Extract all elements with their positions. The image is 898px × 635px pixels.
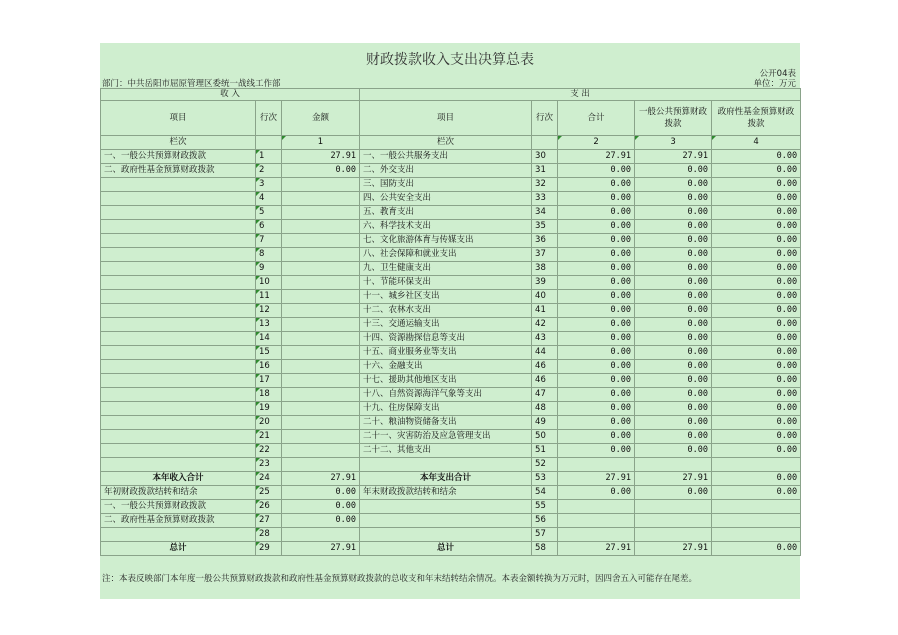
expense-total-cell: 0.00 — [558, 276, 635, 290]
expense-fund-cell: 0.00 — [712, 164, 801, 178]
income-amount-cell — [282, 192, 360, 206]
expense-row-number-cell: 46 — [532, 360, 558, 374]
income-row-number-cell: 12 — [256, 304, 282, 318]
table-row — [101, 150, 801, 164]
expense-public-cell: 0.00 — [635, 206, 712, 220]
expense-total-cell: 0.00 — [558, 164, 635, 178]
income-row-number-cell: 20 — [256, 416, 282, 430]
income-amount-cell — [282, 276, 360, 290]
income-row-number-cell: 9 — [256, 262, 282, 276]
expense-item-cell: 四、公共安全支出 — [360, 192, 532, 206]
expense-row-number-cell: 39 — [532, 276, 558, 290]
expense-public-cell: 0.00 — [635, 444, 712, 458]
expense-total-cell: 0.00 — [558, 234, 635, 248]
table-row — [101, 276, 801, 290]
table-row — [101, 332, 801, 346]
expense-fund-cell: 0.00 — [712, 444, 801, 458]
expense-fund-cell: 0.00 — [712, 416, 801, 430]
expense-item-cell: 七、文化旅游体育与传媒支出 — [360, 234, 532, 248]
expense-item-cell: 十二、农林水支出 — [360, 304, 532, 318]
expense-fund-cell: 0.00 — [712, 248, 801, 262]
income-amount-cell: 27.91 — [282, 472, 360, 486]
income-item-cell — [101, 220, 256, 234]
expense-row-number-cell: 58 — [532, 542, 558, 556]
income-item-cell — [101, 346, 256, 360]
expense-item-cell — [360, 500, 532, 514]
expense-row-number-cell: 33 — [532, 192, 558, 206]
income-amount-cell — [282, 444, 360, 458]
header-income-item: 项目 — [101, 101, 256, 136]
expense-public-cell: 0.00 — [635, 332, 712, 346]
expense-public-cell: 0.00 — [635, 430, 712, 444]
expense-row-number-cell: 31 — [532, 164, 558, 178]
expense-item-cell: 九、卫生健康支出 — [360, 262, 532, 276]
expense-fund-cell: 0.00 — [712, 262, 801, 276]
expense-public-cell: 0.00 — [635, 290, 712, 304]
table-row — [101, 514, 801, 528]
index-label-expense: 栏次 — [360, 136, 532, 150]
table-row — [101, 164, 801, 178]
table-row — [101, 472, 801, 486]
income-row-number-cell: 10 — [256, 276, 282, 290]
expense-total-cell: 27.91 — [558, 542, 635, 556]
expense-row-number-cell: 47 — [532, 388, 558, 402]
expense-fund-cell: 0.00 — [712, 374, 801, 388]
header-expense-public: 一般公共预算财政拨款 — [635, 101, 712, 136]
expense-total-cell: 0.00 — [558, 206, 635, 220]
income-row-number-cell: 13 — [256, 318, 282, 332]
expense-public-cell: 0.00 — [635, 486, 712, 500]
expense-fund-cell: 0.00 — [712, 332, 801, 346]
income-row-number-cell: 3 — [256, 178, 282, 192]
expense-item-cell: 本年支出合计 — [360, 472, 532, 486]
income-row-number-cell: 21 — [256, 430, 282, 444]
header-expense-row: 行次 — [532, 101, 558, 136]
income-row-number-cell: 18 — [256, 388, 282, 402]
income-row-number-cell: 7 — [256, 234, 282, 248]
expense-row-number-cell: 54 — [532, 486, 558, 500]
income-amount-cell — [282, 360, 360, 374]
expense-public-cell: 0.00 — [635, 402, 712, 416]
expense-item-cell: 年末财政拨款结转和结余 — [360, 486, 532, 500]
income-item-cell: 一、一般公共预算财政拨款 — [101, 500, 256, 514]
expense-row-number-cell: 34 — [532, 206, 558, 220]
index-empty-1 — [256, 136, 282, 150]
expense-total-cell: 0.00 — [558, 374, 635, 388]
income-row-number-cell: 22 — [256, 444, 282, 458]
expense-total-cell: 0.00 — [558, 318, 635, 332]
expense-row-number-cell: 52 — [532, 458, 558, 472]
expense-fund-cell — [712, 500, 801, 514]
expense-public-cell — [635, 458, 712, 472]
expense-row-number-cell: 50 — [532, 430, 558, 444]
expense-public-cell: 0.00 — [635, 416, 712, 430]
expense-row-number-cell: 30 — [532, 150, 558, 164]
expense-public-cell: 0.00 — [635, 318, 712, 332]
income-amount-cell — [282, 528, 360, 542]
expense-fund-cell: 0.00 — [712, 360, 801, 374]
table-row — [101, 178, 801, 192]
index-col-2: 2 — [558, 136, 635, 150]
index-col-1: 1 — [282, 136, 360, 150]
expense-fund-cell: 0.00 — [712, 402, 801, 416]
header-income-row: 行次 — [256, 101, 282, 136]
income-row-number-cell: 19 — [256, 402, 282, 416]
expense-row-number-cell: 57 — [532, 528, 558, 542]
income-amount-cell — [282, 262, 360, 276]
expense-total-cell: 0.00 — [558, 290, 635, 304]
expense-fund-cell: 0.00 — [712, 178, 801, 192]
expense-row-number-cell: 48 — [532, 402, 558, 416]
income-item-cell — [101, 276, 256, 290]
expense-row-number-cell: 37 — [532, 248, 558, 262]
expense-fund-cell — [712, 528, 801, 542]
income-row-number-cell: 1 — [256, 150, 282, 164]
expense-total-cell: 0.00 — [558, 416, 635, 430]
expense-row-number-cell: 32 — [532, 178, 558, 192]
income-row-number-cell: 11 — [256, 290, 282, 304]
table-row — [101, 262, 801, 276]
table-row — [101, 234, 801, 248]
income-item-cell — [101, 430, 256, 444]
income-item-cell: 二、政府性基金预算财政拨款 — [101, 164, 256, 178]
expense-row-number-cell: 36 — [532, 234, 558, 248]
expense-item-cell: 十五、商业服务业等支出 — [360, 346, 532, 360]
income-section-header: 收 入 — [101, 89, 360, 101]
expense-row-number-cell: 40 — [532, 290, 558, 304]
table-row — [101, 220, 801, 234]
expense-row-number-cell: 41 — [532, 304, 558, 318]
expense-item-cell: 十三、交通运输支出 — [360, 318, 532, 332]
expense-row-number-cell: 35 — [532, 220, 558, 234]
table-row — [101, 248, 801, 262]
table-code: 公开04表 — [759, 69, 796, 79]
expense-public-cell: 0.00 — [635, 220, 712, 234]
expense-item-cell: 五、教育支出 — [360, 206, 532, 220]
income-item-cell — [101, 206, 256, 220]
income-item-cell — [101, 458, 256, 472]
expense-item-cell: 三、国防支出 — [360, 178, 532, 192]
income-amount-cell — [282, 416, 360, 430]
expense-fund-cell: 0.00 — [712, 430, 801, 444]
income-item-cell — [101, 192, 256, 206]
expense-total-cell: 0.00 — [558, 430, 635, 444]
income-row-number-cell: 4 — [256, 192, 282, 206]
expense-total-cell: 0.00 — [558, 262, 635, 276]
expense-total-cell: 0.00 — [558, 346, 635, 360]
expense-fund-cell: 0.00 — [712, 486, 801, 500]
expense-fund-cell — [712, 458, 801, 472]
expense-total-cell — [558, 500, 635, 514]
expense-fund-cell: 0.00 — [712, 150, 801, 164]
income-row-number-cell: 15 — [256, 346, 282, 360]
income-amount-cell — [282, 430, 360, 444]
expense-public-cell: 0.00 — [635, 374, 712, 388]
income-row-number-cell: 25 — [256, 486, 282, 500]
income-item-cell: 本年收入合计 — [101, 472, 256, 486]
expense-row-number-cell: 43 — [532, 332, 558, 346]
expense-row-number-cell: 49 — [532, 416, 558, 430]
header-income-amount: 金额 — [282, 101, 360, 136]
table-row — [101, 444, 801, 458]
income-item-cell — [101, 290, 256, 304]
header-expense-fund: 政府性基金预算财政拨款 — [712, 101, 801, 136]
unit-label: 单位：万元 — [753, 79, 796, 89]
section-header-row — [101, 89, 801, 101]
table-row — [101, 416, 801, 430]
income-amount-cell — [282, 248, 360, 262]
report-sheet — [100, 43, 800, 599]
income-amount-cell — [282, 346, 360, 360]
table-row — [101, 360, 801, 374]
expense-public-cell: 27.91 — [635, 542, 712, 556]
income-item-cell — [101, 388, 256, 402]
income-item-cell — [101, 304, 256, 318]
expense-public-cell — [635, 528, 712, 542]
income-item-cell: 年初财政拨款结转和结余 — [101, 486, 256, 500]
expense-row-number-cell: 56 — [532, 514, 558, 528]
expense-section-header: 支 出 — [360, 89, 801, 101]
expense-total-cell — [558, 528, 635, 542]
expense-item-cell: 二十一、灾害防治及应急管理支出 — [360, 430, 532, 444]
expense-total-cell: 0.00 — [558, 486, 635, 500]
table-row — [101, 458, 801, 472]
expense-item-cell: 十一、城乡社区支出 — [360, 290, 532, 304]
income-row-number-cell: 14 — [256, 332, 282, 346]
expense-total-cell — [558, 514, 635, 528]
expense-item-cell — [360, 528, 532, 542]
index-col-4: 4 — [712, 136, 801, 150]
income-amount-cell: 0.00 — [282, 514, 360, 528]
expense-item-cell: 十九、住房保障支出 — [360, 402, 532, 416]
column-header-row — [101, 101, 801, 136]
index-label-income: 栏次 — [101, 136, 256, 150]
expense-fund-cell: 0.00 — [712, 542, 801, 556]
income-item-cell — [101, 234, 256, 248]
income-amount-cell — [282, 304, 360, 318]
expense-public-cell — [635, 500, 712, 514]
income-row-number-cell: 8 — [256, 248, 282, 262]
expense-row-number-cell: 42 — [532, 318, 558, 332]
income-amount-cell — [282, 388, 360, 402]
report-title: 财政拨款收入支出决算总表 — [366, 52, 534, 68]
expense-fund-cell: 0.00 — [712, 388, 801, 402]
expense-row-number-cell: 38 — [532, 262, 558, 276]
expense-total-cell: 0.00 — [558, 178, 635, 192]
table-row — [101, 430, 801, 444]
expense-total-cell: 0.00 — [558, 304, 635, 318]
expense-public-cell: 0.00 — [635, 178, 712, 192]
expense-item-cell — [360, 458, 532, 472]
income-row-number-cell: 17 — [256, 374, 282, 388]
expense-total-cell: 27.91 — [558, 472, 635, 486]
expense-public-cell: 27.91 — [635, 150, 712, 164]
table-row — [101, 318, 801, 332]
income-item-cell — [101, 402, 256, 416]
expense-item-cell: 二十、粮油物资储备支出 — [360, 416, 532, 430]
income-amount-cell: 0.00 — [282, 500, 360, 514]
expense-item-cell: 十、节能环保支出 — [360, 276, 532, 290]
expense-item-cell: 十六、金融支出 — [360, 360, 532, 374]
income-row-number-cell: 26 — [256, 500, 282, 514]
income-row-number-cell: 16 — [256, 360, 282, 374]
index-row — [101, 136, 801, 150]
expense-public-cell: 0.00 — [635, 360, 712, 374]
expense-total-cell: 0.00 — [558, 248, 635, 262]
table-row — [101, 402, 801, 416]
expense-public-cell: 27.91 — [635, 472, 712, 486]
expense-fund-cell: 0.00 — [712, 192, 801, 206]
expense-fund-cell: 0.00 — [712, 346, 801, 360]
table-row — [101, 192, 801, 206]
income-row-number-cell: 28 — [256, 528, 282, 542]
expense-fund-cell: 0.00 — [712, 206, 801, 220]
expense-total-cell: 0.00 — [558, 220, 635, 234]
table-row — [101, 206, 801, 220]
expense-total-cell: 27.91 — [558, 150, 635, 164]
income-amount-cell: 0.00 — [282, 486, 360, 500]
expense-row-number-cell: 46 — [532, 374, 558, 388]
income-amount-cell — [282, 402, 360, 416]
income-item-cell — [101, 318, 256, 332]
expense-fund-cell: 0.00 — [712, 220, 801, 234]
income-row-number-cell: 6 — [256, 220, 282, 234]
header-expense-item: 项目 — [360, 101, 532, 136]
income-row-number-cell: 5 — [256, 206, 282, 220]
expense-public-cell: 0.00 — [635, 346, 712, 360]
income-item-cell: 二、政府性基金预算财政拨款 — [101, 514, 256, 528]
department-label: 部门：中共岳阳市屈原管理区委统一战线工作部 — [102, 79, 281, 89]
expense-total-cell: 0.00 — [558, 192, 635, 206]
expense-item-cell: 六、科学技术支出 — [360, 220, 532, 234]
expense-public-cell: 0.00 — [635, 234, 712, 248]
index-col-3: 3 — [635, 136, 712, 150]
expense-item-cell: 八、社会保障和就业支出 — [360, 248, 532, 262]
income-amount-cell — [282, 234, 360, 248]
expense-row-number-cell: 53 — [532, 472, 558, 486]
table-row — [101, 542, 801, 556]
table-row — [101, 486, 801, 500]
expense-public-cell: 0.00 — [635, 262, 712, 276]
income-amount-cell — [282, 318, 360, 332]
income-item-cell — [101, 374, 256, 388]
expense-total-cell — [558, 458, 635, 472]
expense-public-cell — [635, 514, 712, 528]
expense-public-cell: 0.00 — [635, 192, 712, 206]
income-row-number-cell: 2 — [256, 164, 282, 178]
expense-total-cell: 0.00 — [558, 388, 635, 402]
expense-item-cell: 二十二、其他支出 — [360, 444, 532, 458]
income-item-cell: 总计 — [101, 542, 256, 556]
table-row — [101, 374, 801, 388]
income-item-cell: 一、一般公共预算财政拨款 — [101, 150, 256, 164]
expense-total-cell: 0.00 — [558, 444, 635, 458]
income-amount-cell: 27.91 — [282, 150, 360, 164]
table-row — [101, 290, 801, 304]
income-amount-cell — [282, 290, 360, 304]
expense-public-cell: 0.00 — [635, 248, 712, 262]
income-item-cell — [101, 444, 256, 458]
expense-fund-cell: 0.00 — [712, 276, 801, 290]
expense-item-cell: 十八、自然资源海洋气象等支出 — [360, 388, 532, 402]
expense-item-cell: 二、外交支出 — [360, 164, 532, 178]
income-amount-cell — [282, 178, 360, 192]
income-amount-cell — [282, 458, 360, 472]
expense-total-cell: 0.00 — [558, 332, 635, 346]
header-expense-total: 合计 — [558, 101, 635, 136]
income-item-cell — [101, 360, 256, 374]
table-row — [101, 388, 801, 402]
income-amount-cell — [282, 220, 360, 234]
expense-public-cell: 0.00 — [635, 388, 712, 402]
footnote: 注：本表反映部门本年度一般公共预算财政拨款和政府性基金预算财政拨款的总收支和年末结转结余情况。本表金额转换为万元时，因四舍五入可能存在尾差。 — [102, 574, 698, 584]
income-amount-cell — [282, 332, 360, 346]
expense-fund-cell — [712, 514, 801, 528]
expense-fund-cell: 0.00 — [712, 290, 801, 304]
table-row — [101, 346, 801, 360]
finance-table — [100, 88, 801, 556]
expense-fund-cell: 0.00 — [712, 318, 801, 332]
income-amount-cell: 0.00 — [282, 164, 360, 178]
table-row — [101, 500, 801, 514]
expense-item-cell: 十四、资源勘探信息等支出 — [360, 332, 532, 346]
expense-item-cell: 总计 — [360, 542, 532, 556]
income-item-cell — [101, 416, 256, 430]
income-item-cell — [101, 262, 256, 276]
expense-public-cell: 0.00 — [635, 164, 712, 178]
expense-public-cell: 0.00 — [635, 304, 712, 318]
expense-fund-cell: 0.00 — [712, 472, 801, 486]
income-amount-cell — [282, 206, 360, 220]
income-row-number-cell: 23 — [256, 458, 282, 472]
table-row — [101, 304, 801, 318]
expense-row-number-cell: 44 — [532, 346, 558, 360]
income-row-number-cell: 24 — [256, 472, 282, 486]
income-amount-cell: 27.91 — [282, 542, 360, 556]
table-row — [101, 528, 801, 542]
index-empty-2 — [532, 136, 558, 150]
income-item-cell — [101, 528, 256, 542]
expense-public-cell: 0.00 — [635, 276, 712, 290]
expense-total-cell: 0.00 — [558, 360, 635, 374]
expense-item-cell — [360, 514, 532, 528]
income-amount-cell — [282, 374, 360, 388]
expense-item-cell: 一、一般公共服务支出 — [360, 150, 532, 164]
expense-item-cell: 十七、援助其他地区支出 — [360, 374, 532, 388]
income-item-cell — [101, 248, 256, 262]
expense-fund-cell: 0.00 — [712, 304, 801, 318]
expense-total-cell: 0.00 — [558, 402, 635, 416]
income-row-number-cell: 29 — [256, 542, 282, 556]
income-item-cell — [101, 332, 256, 346]
expense-fund-cell: 0.00 — [712, 234, 801, 248]
expense-row-number-cell: 51 — [532, 444, 558, 458]
income-row-number-cell: 27 — [256, 514, 282, 528]
income-item-cell — [101, 178, 256, 192]
expense-row-number-cell: 55 — [532, 500, 558, 514]
